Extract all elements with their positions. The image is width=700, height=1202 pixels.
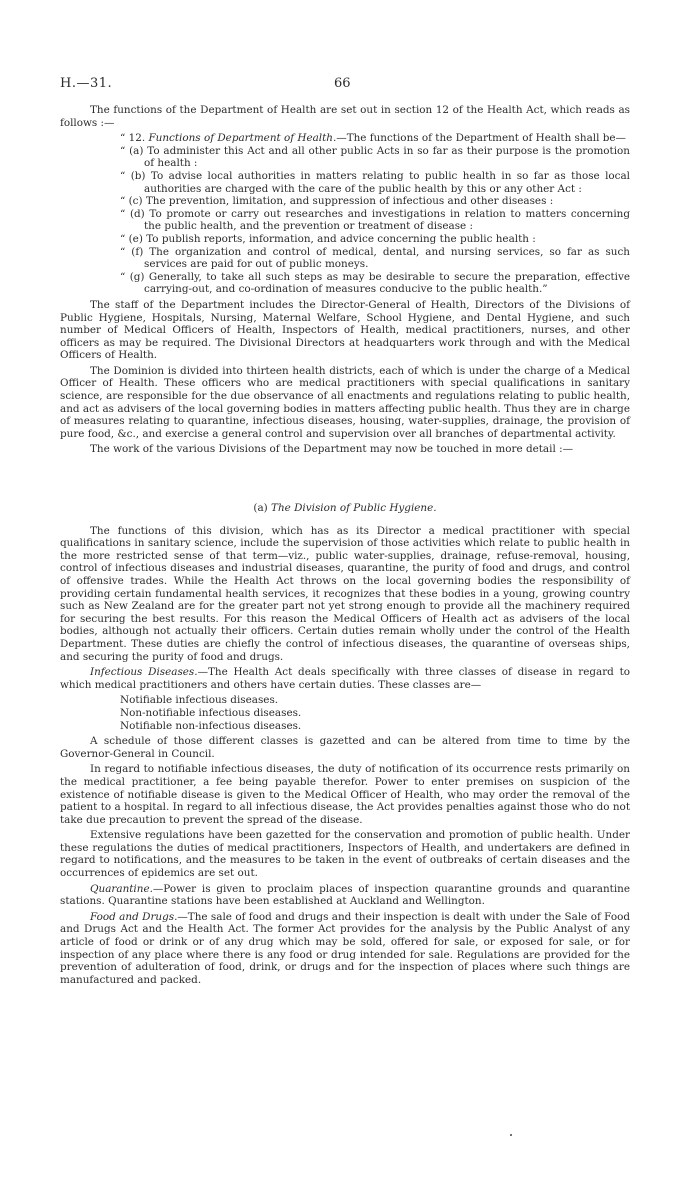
food-drugs-paragraph: Food and Drugs.—The sale of food and drugs and their inspection is dealt with under the Sale of Food and Drugs Act and the Health Act. The former Act provides for the analysis by the Public Analyst of any article of food or drink or of any drug which may be sold, offered for sale, or exposed for sale, or for inspection of any place where there is any food or drug intended for sale. Regulations are provided for the prevention of adulteration of food, drink, or drugs and for the inspection of places where such things are manufactured and packed.: [60, 910, 630, 986]
disease-classes-list: [120, 694, 630, 732]
function-item-d: “ (d) To promote or carry out researches and investigations in relation to matters concerning the public health, and the prevention or treatment of disease :: [120, 207, 630, 233]
regulations-paragraph: Extensive regulations have been gazetted for the conservation and promotion of public health. Under these regulations the duties of medical practitioners, Inspectors of Health, and undertakers are defined in regard to notifications, and the measures to be taken in the event of outbreaks of certain diseases and the occurrences of epidemics are set out.: [60, 829, 630, 880]
quoted-section-heading: [90, 132, 630, 145]
function-item-b: “ (b) To advise local authorities in matters relating to public health in so far as those local authorities are charged with the care of the public health by this or any other Act :: [120, 169, 630, 195]
section-intro: —The functions of the Department of Health shall be—: [336, 132, 626, 145]
function-item-f: “ (f) The organization and control of medical, dental, and nursing services, so far as such services are paid for out of public moneys.: [120, 245, 630, 271]
notifiable-paragraph: In regard to notifiable infectious diseases, the duty of notification of its occurrence rests primarily on the medical practitioner, a fee being payable therefor. Power to enter premises on suspicion of the existence of notifiable disease is given to the Medical Officer of Health, who may order the removal of the patient to a hospital. In regard to all infectious disease, the Act provides penalties against those who do not take due precaution to prevent the spread of the disease.: [60, 763, 630, 826]
division-functions-paragraph: The functions of this division, which has as its Director a medical practitioner with special qualifications in sanitary science, include the supervision of those activities which relate to public health in the more restricted sense of that term—viz., public water-supplies, drainage, refuse-removal, housing, control of infectious diseases and industrial diseases, quarantine, the purity of food and drugs, and control of offensive trades. While the Health Act throws on the local governing bodies the responsibility of providing certain fundamental health services, it recognizes that these bodies in a young, growing country such as New Zealand are for the greater part not yet strong enough to provide all the machinery required for securing the best results. For this reason the Medical Officers of Health act as advisers of the local bodies, although not actually their officers. Certain duties remain wholly under the control of the Health Department. These duties are chiefly the control of infectious diseases, the quarantine of overseas ships, and securing the purity of food and drugs.: [60, 524, 630, 663]
ink-speck: [510, 1134, 512, 1136]
function-item-g: “ (g) Generally, to take all such steps as may be desirable to secure the preparation, effective carrying-out, and co-ordination of measures conducive to the public health.”: [120, 270, 631, 296]
document-reference: H.—31.: [60, 76, 113, 91]
staff-paragraph: The staff of the Department includes the Director-General of Health, Directors of the Divisions of Public Hygiene, Hospitals, Nursing, Maternal Welfare, School Hygiene, and Dental Hygiene, and such number of Medical Officers of Health, Inspectors of Health, medical practitioners, nurses, and other officers as may be required. The Divisional Directors at headquarters work through and with the Medical Officers of Health.: [60, 298, 630, 362]
food-drugs-heading: Food and Drugs.: [90, 910, 178, 923]
function-item-a: “ (a) To administer this Act and all other public Acts in so far as their purpose is the promotion of health :: [120, 144, 631, 170]
section-number: “ 12.: [120, 132, 146, 145]
division-heading: [60, 502, 630, 515]
function-item-e: “ (e) To publish reports, information, and advice concerning the public health :: [120, 232, 536, 245]
division-title: The Division of Public Hygiene.: [271, 502, 437, 515]
disease-class-item: Notifiable non-infectious diseases.: [120, 719, 302, 732]
quarantine-heading: Quarantine.: [90, 882, 153, 895]
disease-class-item: Notifiable infectious diseases.: [120, 694, 279, 707]
intro-paragraph: The functions of the Department of Health are set out in section 12 of the Health Act, which reads as follows :—: [60, 104, 630, 129]
infectious-diseases-paragraph: Infectious Diseases.—The Health Act deals specifically with three classes of disease in regard to which medical practitioners and others have certain duties. These classes are—: [60, 666, 630, 691]
page-body: [60, 104, 630, 986]
disease-class-item: Non-notifiable infectious diseases.: [120, 706, 302, 719]
section-title: Functions of Department of Health.: [148, 132, 337, 145]
work-paragraph: The work of the various Divisions of the Department may now be touched in more detail :—: [90, 443, 573, 456]
schedule-paragraph: A schedule of those different classes is gazetted and can be altered from time to time by the Governor-General in Council.: [60, 735, 630, 760]
infectious-diseases-heading: Infectious Diseases.: [90, 666, 198, 679]
function-item-c: “ (c) The prevention, limitation, and suppression of infectious and other diseases :: [120, 195, 554, 208]
page-number: 66: [334, 76, 351, 91]
functions-list: [120, 145, 630, 296]
division-label: (a): [253, 502, 268, 515]
dominion-paragraph: The Dominion is divided into thirteen health districts, each of which is under the charge of a Medical Officer of Health. These officers who are medical practitioners with special qualifications in sanitary science, are responsible for the due observance of all enactments and regulations relating to public health, and act as advisers of the local governing bodies in matters affecting public health. Thus they are in charge of measures relating to quarantine, infectious diseases, housing, water-supplies, drainage, the provision of pure food, &c., and exercise a general control and supervision over all branches of departmental activity.: [60, 364, 630, 440]
quarantine-paragraph: Quarantine.—Power is given to proclaim places of inspection quarantine grounds and quarantine stations. Quarantine stations have been established at Auckland and Wellington.: [60, 882, 630, 908]
